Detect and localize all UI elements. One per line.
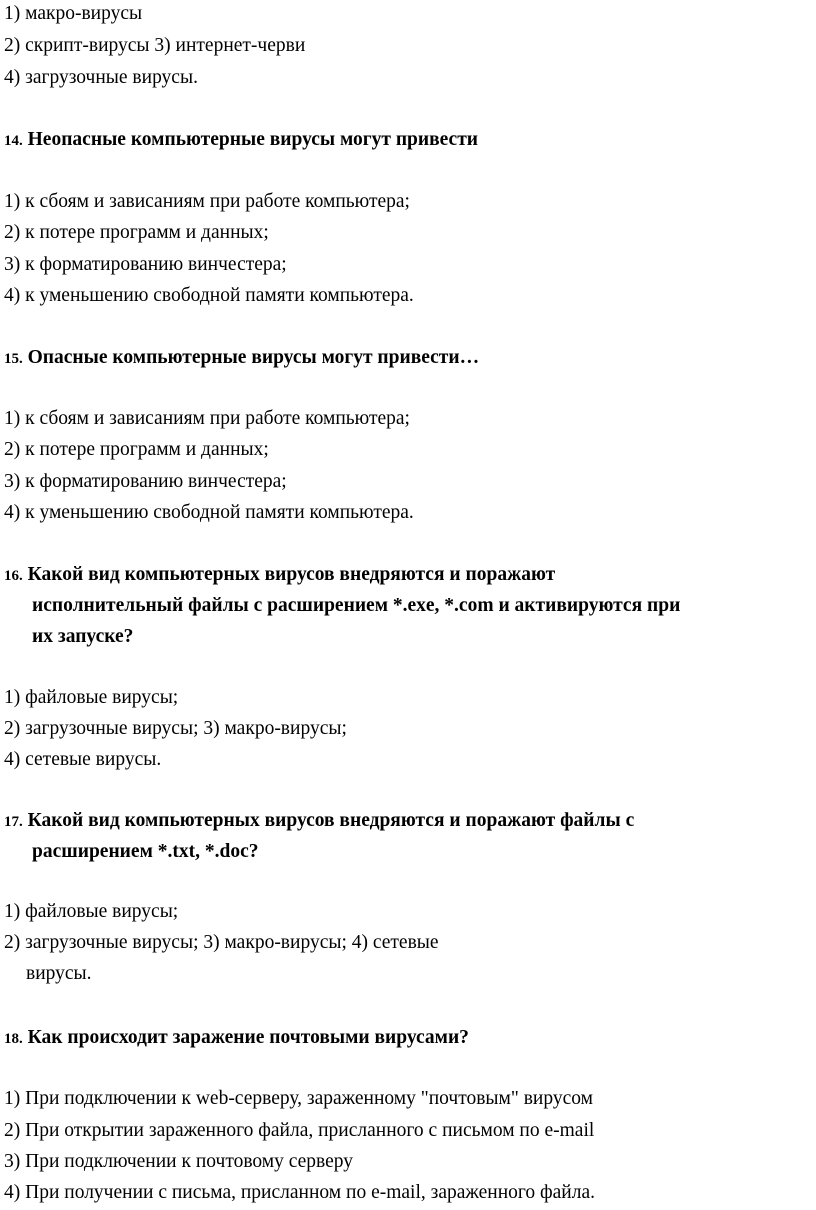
question-text: Как происходит заражение почтовыми вирусами? [27, 1027, 469, 1048]
answer-line: 3) к форматированию винчестера; [4, 254, 287, 275]
question-text-continued: расширением *.txt, *.doc? [32, 841, 259, 862]
answer-line: 1) файловые вирусы; [4, 687, 179, 708]
answer-line: 1) макро-вирусы [4, 3, 143, 24]
question-number: 15. [4, 351, 23, 367]
answer-line: 2) к потере программ и данных; [4, 439, 269, 460]
answer-line: 1) к сбоям и зависаниям при работе компьютера; [4, 191, 410, 212]
answer-line: 4) загрузочные вирусы. [4, 67, 198, 88]
question-17 [4, 808, 634, 835]
question-16 [4, 562, 555, 589]
question-15 [4, 345, 479, 372]
question-text: Какой вид компьютерных вирусов внедряются и поражают [27, 564, 556, 585]
question-14 [4, 127, 478, 154]
answer-line: 2) скрипт-вирусы 3) интернет-черви [4, 35, 306, 56]
answer-line: 4) к уменьшению свободной памяти компьютера. [4, 285, 414, 306]
question-text-continued: их запуске? [32, 626, 134, 647]
answer-line: 3) к форматированию винчестера; [4, 471, 287, 492]
answer-line: вирусы. [26, 963, 92, 984]
answer-line: 2) к потере программ и данных; [4, 222, 269, 243]
question-18 [4, 1025, 469, 1052]
question-number: 16. [4, 568, 23, 584]
answer-line: 1) При подключении к web-серверу, зараженному "почтовым" вирусом [4, 1088, 593, 1109]
answer-line: 1) к сбоям и зависаниям при работе компьютера; [4, 408, 410, 429]
answer-line: 1) файловые вирусы; [4, 901, 179, 922]
answer-line: 4) сетевые вирусы. [4, 749, 162, 770]
question-number: 17. [4, 814, 23, 830]
answer-line: 2) загрузочные вирусы; 3) макро-вирусы; 4) сетевые [4, 932, 439, 953]
question-text: Опасные компьютерные вирусы могут привести… [27, 347, 480, 368]
question-text: Какой вид компьютерных вирусов внедряются и поражают файлы с [27, 810, 635, 831]
answer-line: 3) При подключении к почтовому серверу [4, 1151, 354, 1172]
answer-line: 4) к уменьшению свободной памяти компьютера. [4, 502, 414, 523]
answer-line: 2) загрузочные вирусы; 3) макро-вирусы; [4, 718, 347, 739]
question-text: Неопасные компьютерные вирусы могут привести [27, 129, 479, 150]
question-text-continued: исполнительный файлы с расширением *.exe, *.com и активируются при [32, 595, 681, 616]
question-number: 18. [4, 1031, 23, 1047]
answer-line: 2) При открытии зараженного файла, присланного с письмом по e-mail [4, 1120, 595, 1141]
answer-line: 4) При получении с письма, присланном по e-mail, зараженного файла. [4, 1182, 595, 1203]
question-number: 14. [4, 133, 23, 149]
